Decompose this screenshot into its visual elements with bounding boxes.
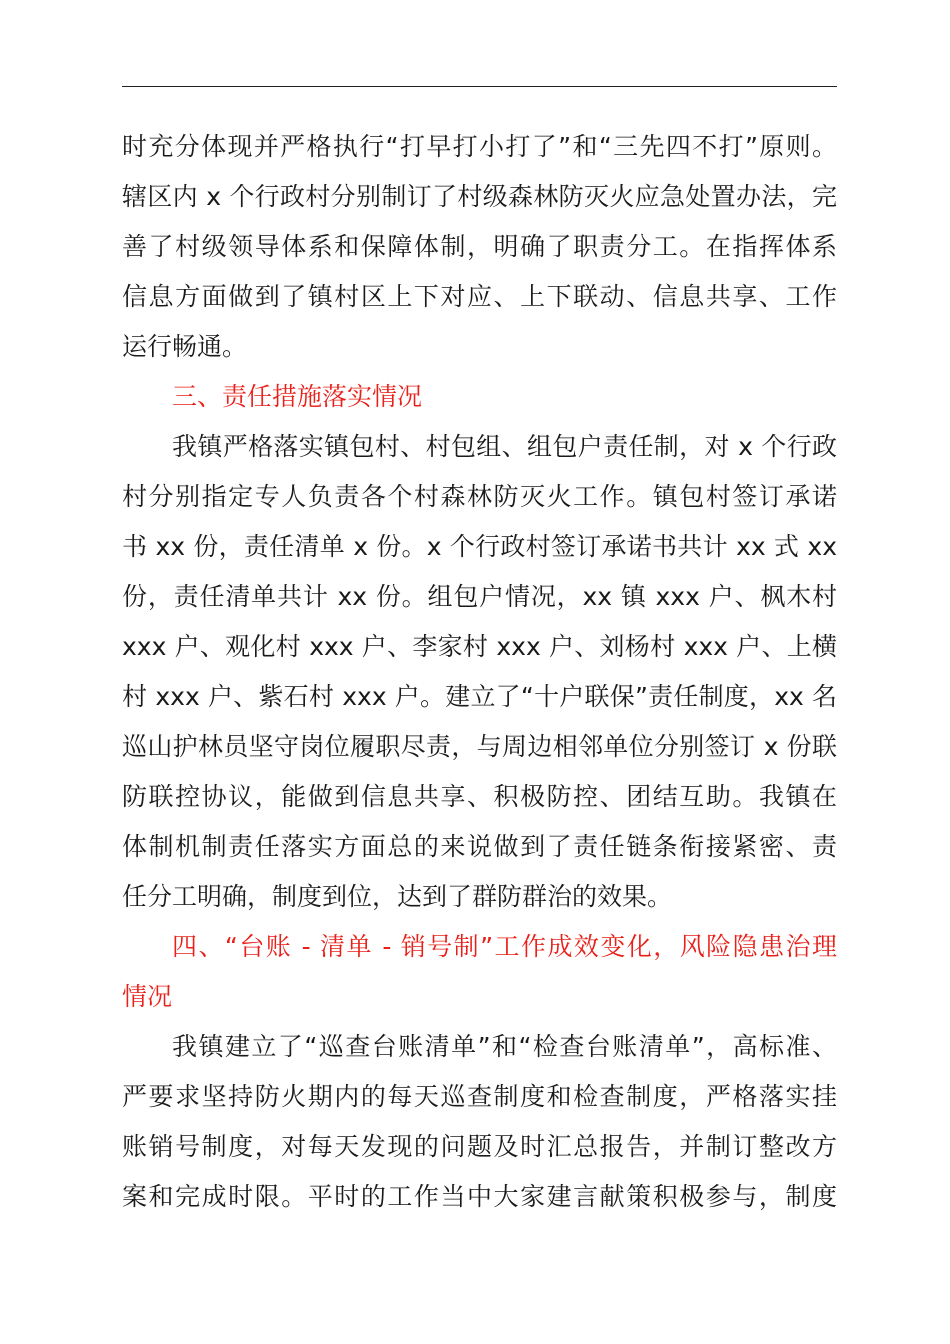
text-line: xxx 户、观化村 xxx 户、李家村 xxx 户、刘杨村 xxx 户、上横 [122,632,837,661]
text-line: 我镇严格落实镇包村、村包组、组包户责任制，对 x 个行政 [172,432,837,461]
text-line: 我镇建立了“巡查台账清单”和“检查台账清单”，高标准、 [172,1032,837,1061]
document-body [122,122,837,1222]
heading-line: 三、责任措施落实情况 [172,382,423,411]
paragraph-responsibility [122,422,837,922]
paragraph-continuation [122,122,837,372]
text-line: 信息方面做到了镇村区上下对应、上下联动、信息共享、工作 [122,282,837,311]
text-line: 严要求坚持防火期内的每天巡查制度和检查制度，严格落实挂 [122,1082,837,1111]
text-line: 善了村级领导体系和保障体制，明确了职责分工。在指挥体系 [122,232,837,261]
text-line: 巡山护林员坚守岗位履职尽责，与周边相邻单位分别签订 x 份联 [122,732,837,761]
section-heading-4 [122,922,837,1022]
text-line: 账销号制度，对每天发现的问题及时汇总报告，并制订整改方 [122,1132,837,1161]
header-rule [122,86,837,87]
section-heading-3 [122,372,837,422]
paragraph-ledger [122,1022,837,1222]
text-line: 运行畅通。 [122,332,248,361]
text-line: 防联控协议，能做到信息共享、积极防控、团结互助。我镇在 [122,782,837,811]
heading-line: 情况 [122,982,173,1011]
text-line: 任分工明确，制度到位，达到了群防群治的效果。 [122,882,673,911]
text-line: 辖区内 x 个行政村分别制订了村级森林防灭火应急处置办法，完 [122,182,837,211]
text-line: 村分别指定专人负责各个村森林防灭火工作。镇包村签订承诺 [122,482,837,511]
text-line: 书 xx 份，责任清单 x 份。x 个行政村签订承诺书共计 xx 式 xx [122,532,837,561]
text-line: 案和完成时限。平时的工作当中大家建言献策积极参与，制度 [122,1182,837,1211]
text-line: 体制机制责任落实方面总的来说做到了责任链条衔接紧密、责 [122,832,837,861]
heading-line: 四、“台账 - 清单 - 销号制”工作成效变化，风险隐患治理 [172,932,837,961]
text-line: 村 xxx 户、紫石村 xxx 户。建立了“十户联保”责任制度，xx 名 [122,682,837,711]
text-line: 份，责任清单共计 xx 份。组包户情况，xx 镇 xxx 户、枫木村 [122,582,837,611]
text-line: 时充分体现并严格执行“打早打小打了”和“三先四不打”原则。 [122,132,837,161]
